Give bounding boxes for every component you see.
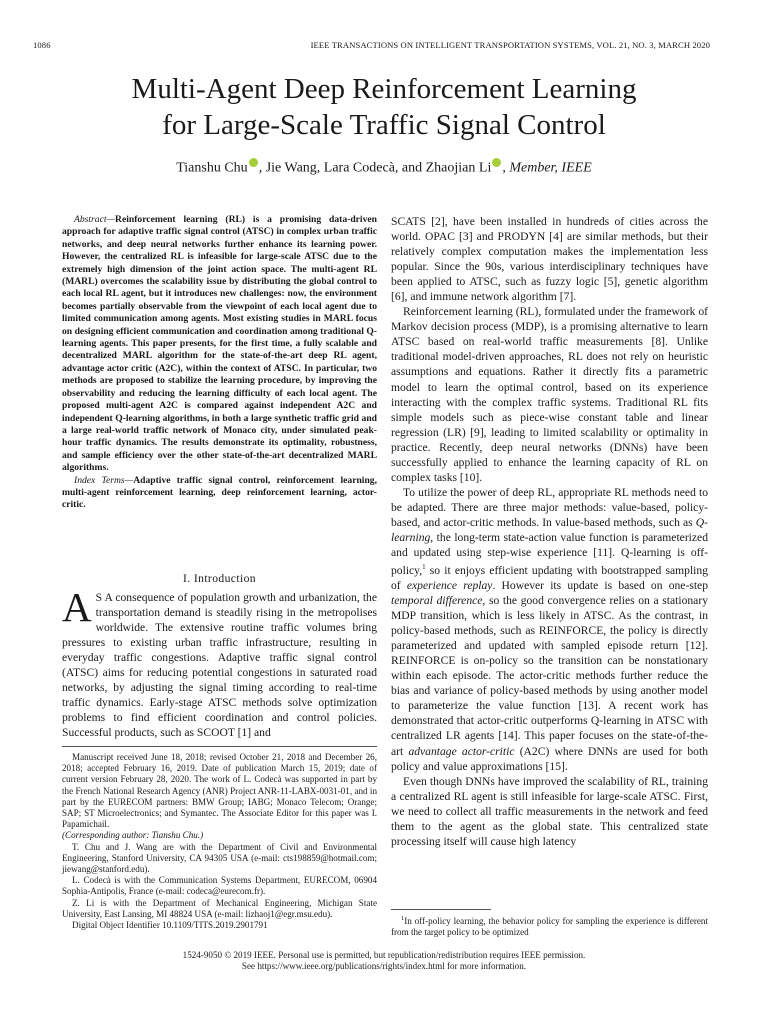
title-line-2: for Large-Scale Traffic Signal Control [162, 109, 606, 141]
right-paragraph-3: To utilize the power of deep RL, appropriate RL methods need to be adapted. There are three major methods: value-based, policy-based, and actor-critic methods. In value-based methods, such as Q-learning, the long-term state-action value function is parameterized and updated using step-wise experience [11]. Q-learning is off-policy,$^1$ so it enjoys efficient updating with bootstrapped sampling of experience replay. However its update is based on one-step temporal difference, so the good convergence relies on a stationary MDP transition, which is less likely in ATSC. As the contrast, in policy-based methods, such as REINFORCE, the policy is directly parameterized and updated with sampled episode return [12]. REINFORCE is on-policy so the transition can be nonstationary within each episode. The actor-critic methods further reduce the bias and variance of policy-based methods by using another model to parameterize the value function [13]. A recent work has demonstrated that actor-critic outperforms Q-learning in ATSC with centralized LR agents [14]. This paper focuses on the state-of-the-art advantage actor-critic (A2C) where DNNs are used for both policy and value approximations [15]. [391, 485, 708, 773]
page-number: 1086 [33, 40, 51, 50]
abstract [62, 214, 377, 512]
author-list [0, 157, 768, 177]
paper-title [0, 71, 768, 143]
footnote-mark[interactable]: 1 [422, 563, 426, 572]
left-footnotes [62, 752, 377, 931]
index-terms-label: Index Terms— [74, 474, 134, 486]
drop-cap: A [62, 584, 92, 630]
index-terms-text: Adaptive traffic signal control, reinforcement learning, multi-agent reinforcement learning, deep reinforcement learning, actor-critic. [62, 474, 377, 511]
term-a2c: advantage actor-critic [408, 744, 515, 758]
intro-text: S A consequence of population growth and urbanization, the transportation demand is steadily rising in the metropolises worldwide. The extensive routine traffic volumes bring pressures to existing urban traffic infrastructure, resulting in everyday traffic congestions. Adaptive traffic signal control (ATSC) aims for reducing potential congestions in saturated road networks, by adjusting the signal timing according to real-time traffic dynamics. Early-stage ATSC methods solve optimization problems to find efficient coordination and control policies. Successful products, such as SCOOT [1] and [62, 591, 377, 740]
manuscript-note: Manuscript received June 18, 2018; revised October 21, 2018 and December 26, 2018; accepted February 16, 2019. Date of publication March 15, 2019; date of current version February 28, 2020. The work of L. Codecà was supported in part by the French National Research Agency (ANR) Project ANR-11-LABX-0031-01, and in part by the EURECOM partners: BMW Group; IABG; Monaco Telecom; Orange; SAP; ST Microelectronics; and Symantec. The Associate Editor for this paper was I. Papamichail. [62, 752, 377, 830]
orcid-icon[interactable] [492, 158, 501, 167]
orcid-icon[interactable] [249, 158, 258, 167]
member-designation: , Member, IEEE [502, 160, 592, 176]
right-column [391, 214, 708, 849]
affiliation-3: Z. Li is with the Department of Mechanical Engineering, Michigan State University, East Lansing, MI 48824 USA (e-mail: lizhaoj1@egr.msu.edu). [62, 897, 377, 919]
abstract-label: Abstract— [74, 214, 116, 225]
copyright-line-1: 1524-9050 © 2019 IEEE. Personal use is permitted, but republication/redistribution requires IEEE permission. [182, 950, 586, 960]
doi: Digital Object Identifier 10.1109/TITS.2019.2901791 [72, 920, 268, 931]
right-paragraph-4: Even though DNNs have improved the scalability of RL, training a centralized RL agent is still infeasible for large-scale ATSC. First, we need to collect all traffic measurements in the network and feed them to the agent as the global state. This centralized state processing itself will cause high latency [391, 774, 708, 848]
term-experience-replay: experience replay [406, 578, 493, 592]
term-temporal-difference: temporal difference [391, 594, 483, 608]
affiliation-2: L. Codecà is with the Communication Systems Department, EURECOM, 06904 Sophia-Antipolis, France (e-mail: codeca@eurecom.fr). [62, 875, 377, 897]
author-others: , Jie Wang, Lara Codecà, and Zhaojian Li [258, 160, 492, 176]
copyright-notice [0, 950, 768, 972]
right-footnote-divider [391, 909, 491, 910]
term-q-learning: Q-learning [391, 515, 708, 544]
footnote-divider [62, 746, 377, 747]
copyright-line-2: See https://www.ieee.org/publications/rights/index.html for more information. [241, 961, 527, 972]
right-footnote: $^1$In off-policy learning, the behavior policy for sampling the experience is different from the target policy to be optimized [391, 915, 708, 938]
journal-header: IEEE TRANSACTIONS ON INTELLIGENT TRANSPORTATION SYSTEMS, VOL. 21, NO. 3, MARCH 2020 [310, 40, 710, 50]
author-1: Tianshu Chu [176, 160, 248, 176]
affiliation-1: T. Chu and J. Wang are with the Department of Civil and Environmental Engineering, Stanford University, CA 94305 USA (e-mail: cts198859@hotmail.com; jiewang@stanford.edu). [62, 841, 377, 875]
intro-paragraph [62, 584, 377, 740]
right-paragraph-1: SCATS [2], have been installed in hundreds of cities across the world. OPAC [3] and PRODYN [4] are similar methods, but their relatively complex computation makes the implementation less popular. Since the 90s, various interdisciplinary techniques have been applied to ATSC, such as fuzzy logic [5], genetic algorithm [6], and immune network algorithm [7]. [391, 215, 708, 304]
abstract-text: Reinforcement learning (RL) is a promising data-driven approach for adaptive traffic signal control (ATSC) in complex urban traffic networks, and deep neural networks further enhance its learning power. However, the centralized RL is infeasible for large-scale ATSC due to the extremely high dimension of the joint action space. The multi-agent RL (MARL) overcomes the scalability issue by distributing the global control to each local RL agent, but it introduces new challenges: now, the environment becomes partially observable from the viewpoint of each local agent due to limited communication among agents. Most existing studies in MARL focus on designing efficient communication and coordination among traditional Q-learning agents. This paper presents, for the first time, a fully scalable and decentralized MARL algorithm for the state-of-the-art deep RL agent, advantage actor critic (A2C), within the context of ATSC. In particular, two methods are proposed to stabilize the learning procedure, by improving the observability and reducing the learning difficulty of each local agent. The proposed multi-agent A2C is compared against independent A2C and independent Q-learning algorithms, in both a large synthetic traffic grid and a large real-world traffic network of Monaco city, under simulated peak-hour traffic dynamics. The results demonstrate its optimality, robustness, and sample efficiency over the other state-of-the-art decentralized MARL algorithms. [62, 214, 377, 474]
corresponding-author: (Corresponding author: Tianshu Chu.) [62, 830, 204, 841]
right-paragraph-2: Reinforcement learning (RL), formulated under the framework of Markov decision process (MDP), is a promising alternative to learn ATSC based on real-world traffic measurements [8]. Unlike traditional model-driven approaches, RL does not rely on heuristic assumptions and equations. Rather it directly fits a parametric model to learn the optimal control, based on its experience interacting with the complex traffic systems. Traditional RL fits simple models such as piece-wise constant table and linear regression (LR) [9], leading to limited scalability or optimality in practice. Recently, deep neural networks (DNNs) have been successfully applied to enhance the learning capacity of RL on complex tasks [10]. [391, 305, 708, 484]
section-heading: I. Introduction [183, 572, 256, 585]
title-line-1: Multi-Agent Deep Reinforcement Learning [131, 73, 637, 105]
